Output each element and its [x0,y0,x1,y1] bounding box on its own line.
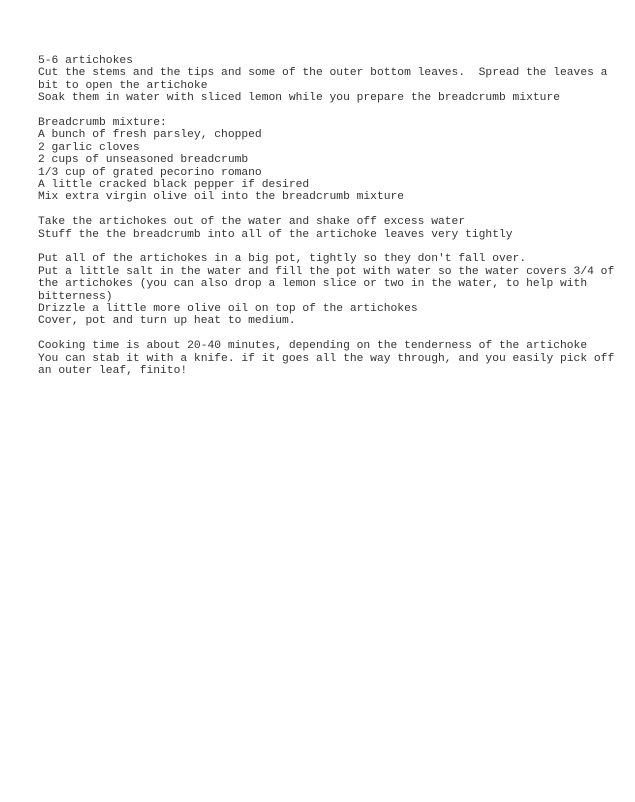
text-line: bitterness) [38,290,113,303]
paragraph-preparation [38,55,608,105]
text-line: Cut the stems and the tips and some of the outer bottom leaves. Spread the leaves a [38,67,608,80]
text-line: Cover, pot and turn up heat to medium. [38,315,296,328]
text-line: Put all of the artichokes in a big pot, tightly so they don't fall over. [38,253,527,266]
text-line: bit to open the artichoke [38,79,208,92]
text-line: Take the artichokes out of the water and shake off excess water [38,216,466,229]
text-line: Drizzle a little more olive oil on top of the artichokes [38,303,418,316]
paragraph-pot [38,253,615,328]
text-line: 2 cups of unseasoned breadcrumb [38,154,249,167]
text-line: A bunch of fresh parsley, chopped [38,129,262,142]
text-line: You can stab it with a knife. if it goes all the way through, and you easily pick off [38,352,615,365]
text-line: Cooking time is about 20-40 minutes, depending on the tenderness of the artichoke [38,340,588,353]
text-line: 2 garlic cloves [38,141,140,154]
text-line: Stuff the the breadcrumb into all of the artichoke leaves very tightly [38,228,513,241]
text-line: A little cracked black pepper if desired [38,179,310,192]
paragraph-breadcrumb-mixture [38,117,608,204]
text-line: 5-6 artichokes [38,55,133,67]
text-line: Breadcrumb mixture: [38,117,167,130]
text-line: 1/3 cup of grated pecorino romano [38,166,262,179]
paragraph-cooking-time [38,340,615,378]
text-line: Put a little salt in the water and fill the pot with water so the water covers 3/4 of [38,265,615,278]
text-line: an outer leaf, finito! [38,365,188,378]
text-line: Soak them in water with sliced lemon while you prepare the breadcrumb mixture [38,92,561,105]
recipe-document [38,55,615,390]
text-line: Mix extra virgin olive oil into the breadcrumb mixture [38,191,405,204]
text-line: the artichokes (you can also drop a lemon slice or two in the water, to help with [38,278,588,291]
paragraph-stuffing [38,216,608,241]
